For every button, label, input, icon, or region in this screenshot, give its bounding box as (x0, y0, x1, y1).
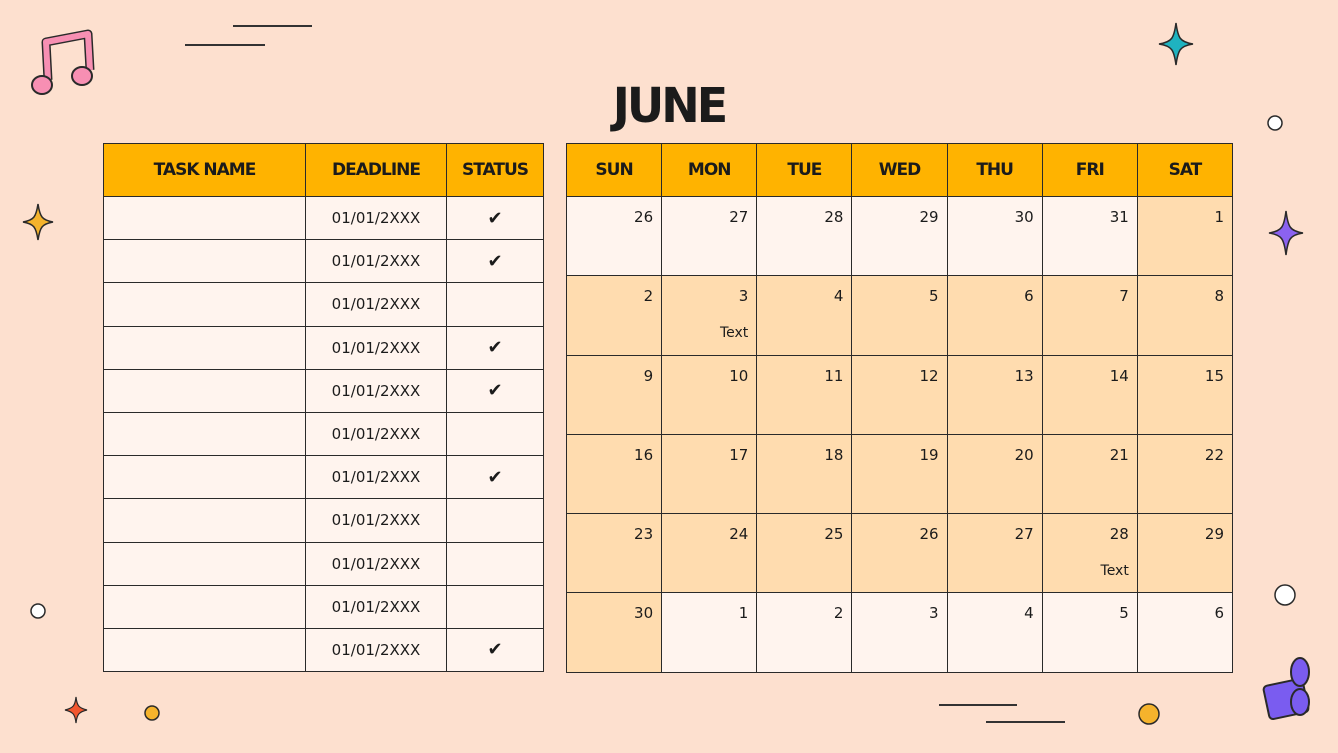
day-number: 17 (729, 445, 749, 464)
task-deadline-cell[interactable]: 01/01/2XXX (306, 542, 447, 585)
task-name-cell[interactable] (104, 628, 306, 671)
task-name-cell[interactable] (104, 240, 306, 283)
task-status-cell[interactable] (447, 542, 544, 585)
calendar-day-cell[interactable] (1137, 276, 1232, 355)
decorative-line (233, 25, 312, 27)
calendar-day-cell[interactable] (1042, 355, 1137, 434)
day-number: 27 (729, 208, 749, 226)
day-number: 29 (1204, 525, 1224, 544)
task-status-cell[interactable]: ✔ (447, 456, 544, 499)
decorative-line (986, 721, 1065, 723)
day-number: 29 (919, 208, 939, 226)
sparkle-icon (1268, 210, 1304, 256)
calendar-day-cell[interactable] (567, 593, 662, 672)
task-name-cell[interactable] (104, 456, 306, 499)
task-name-cell[interactable] (104, 542, 306, 585)
calendar-day-cell[interactable] (1042, 197, 1137, 276)
sparkle-icon (22, 203, 54, 241)
calendar-day-cell[interactable] (947, 593, 1042, 672)
task-name-cell[interactable] (104, 197, 306, 240)
task-row (104, 283, 544, 326)
calendar-day-cell[interactable] (1137, 197, 1232, 276)
calendar-day-cell[interactable] (1137, 514, 1232, 593)
task-name-cell[interactable] (104, 326, 306, 369)
day-number: 30 (634, 604, 654, 623)
weekday-header: WED (852, 144, 947, 197)
circle-icon (1137, 702, 1161, 726)
calendar-day-cell[interactable] (757, 276, 852, 355)
day-note: Text (1100, 563, 1129, 580)
calendar-day-cell[interactable] (662, 197, 757, 276)
calendar-day-cell[interactable] (757, 355, 852, 434)
task-status-cell[interactable] (447, 585, 544, 628)
music-note-icon (1258, 654, 1316, 728)
day-number: 13 (1014, 366, 1034, 385)
task-deadline-cell[interactable]: 01/01/2XXX (306, 499, 447, 542)
task-row (104, 369, 544, 412)
calendar-day-cell[interactable] (852, 593, 947, 672)
day-number: 15 (1204, 366, 1224, 385)
task-row (104, 412, 544, 455)
day-number: 26 (634, 208, 654, 226)
calendar-day-cell[interactable] (757, 593, 852, 672)
day-number: 3 (929, 604, 939, 623)
day-number: 31 (1109, 208, 1129, 226)
task-column-header: STATUS (447, 144, 544, 197)
task-deadline-cell[interactable]: 01/01/2XXX (306, 240, 447, 283)
day-note: Text (719, 325, 749, 342)
calendar-week-row (567, 197, 1233, 276)
calendar-day-cell[interactable] (852, 434, 947, 513)
task-status-cell[interactable]: ✔ (447, 240, 544, 283)
sparkle-icon (64, 696, 88, 724)
task-deadline-cell[interactable]: 01/01/2XXX (306, 369, 447, 412)
calendar-day-cell[interactable] (852, 514, 947, 593)
task-deadline-cell[interactable]: 01/01/2XXX (306, 197, 447, 240)
weekday-header: THU (947, 144, 1042, 197)
day-number: 1 (738, 604, 749, 623)
day-number: 1 (1214, 208, 1224, 226)
weekday-header: TUE (757, 144, 852, 197)
day-number: 30 (1014, 208, 1034, 226)
task-name-cell[interactable] (104, 369, 306, 412)
day-number: 9 (643, 366, 654, 385)
task-deadline-cell[interactable]: 01/01/2XXX (306, 456, 447, 499)
day-number: 24 (729, 525, 749, 544)
day-number: 6 (1024, 287, 1034, 306)
task-row (104, 499, 544, 542)
day-number: 11 (824, 366, 844, 385)
weekday-header: SUN (567, 144, 662, 197)
task-row (104, 197, 544, 240)
day-number: 5 (929, 287, 939, 306)
task-status-cell[interactable]: ✔ (447, 369, 544, 412)
task-name-cell[interactable] (104, 412, 306, 455)
calendar-week-row (567, 434, 1233, 513)
music-note-icon (30, 28, 96, 100)
task-row (104, 456, 544, 499)
task-status-cell[interactable] (447, 412, 544, 455)
day-number: 27 (1014, 525, 1034, 544)
calendar-day-cell[interactable] (757, 434, 852, 513)
day-number: 19 (919, 445, 939, 464)
day-number: 28 (824, 208, 844, 226)
day-number: 20 (1014, 445, 1034, 464)
task-deadline-cell[interactable]: 01/01/2XXX (306, 283, 447, 326)
day-number: 6 (1214, 604, 1224, 623)
decorative-line (939, 704, 1017, 706)
task-status-cell[interactable] (447, 499, 544, 542)
task-name-cell[interactable] (104, 283, 306, 326)
day-number: 4 (1024, 604, 1034, 623)
day-number: 22 (1204, 445, 1224, 464)
day-number: 25 (824, 525, 844, 544)
calendar-week-row (567, 355, 1233, 434)
calendar-week-row (567, 593, 1233, 672)
page-title: JUNE (612, 76, 726, 134)
task-name-cell[interactable] (104, 499, 306, 542)
calendar-day-cell[interactable] (1042, 434, 1137, 513)
weekday-header: MON (662, 144, 757, 197)
calendar-day-cell[interactable] (567, 434, 662, 513)
sparkle-icon (1158, 22, 1194, 66)
calendar-day-cell[interactable] (662, 276, 757, 355)
calendar-day-cell[interactable] (1042, 514, 1137, 593)
calendar-week-row (567, 514, 1233, 593)
task-row (104, 628, 544, 671)
calendar-day-cell[interactable] (947, 355, 1042, 434)
calendar-day-cell[interactable] (567, 276, 662, 355)
day-number: 3 (738, 287, 749, 306)
calendar-day-cell[interactable] (662, 434, 757, 513)
task-row (104, 585, 544, 628)
calendar-day-cell[interactable] (1042, 276, 1137, 355)
calendar-day-cell[interactable] (662, 514, 757, 593)
calendar-day-cell[interactable] (662, 355, 757, 434)
circle-icon (29, 602, 47, 620)
calendar-day-cell[interactable] (1137, 434, 1232, 513)
day-number: 28 (1109, 525, 1129, 544)
calendar-day-cell[interactable] (1042, 593, 1137, 672)
day-number: 10 (729, 366, 749, 385)
task-row (104, 542, 544, 585)
circle-icon (1273, 583, 1297, 607)
calendar-day-cell[interactable] (1137, 355, 1232, 434)
task-table (103, 143, 544, 672)
calendar-day-cell[interactable] (1137, 593, 1232, 672)
calendar-day-cell[interactable] (947, 276, 1042, 355)
day-number: 8 (1214, 287, 1224, 306)
calendar-day-cell[interactable] (567, 514, 662, 593)
day-number: 12 (919, 366, 939, 385)
task-column-header: TASK NAME (104, 144, 306, 197)
calendar-day-cell[interactable] (757, 514, 852, 593)
task-status-cell[interactable]: ✔ (447, 628, 544, 671)
day-number: 18 (824, 445, 844, 464)
task-deadline-cell[interactable]: 01/01/2XXX (306, 585, 447, 628)
calendar-day-cell[interactable] (852, 355, 947, 434)
calendar-week-row (567, 276, 1233, 355)
day-number: 7 (1119, 287, 1129, 306)
calendar-day-cell[interactable] (662, 593, 757, 672)
day-number: 14 (1109, 366, 1129, 385)
task-name-cell[interactable] (104, 585, 306, 628)
calendar-day-cell[interactable] (567, 197, 662, 276)
day-number: 21 (1109, 445, 1129, 464)
calendar-day-cell[interactable] (947, 514, 1042, 593)
day-number: 4 (833, 287, 844, 306)
task-deadline-cell[interactable]: 01/01/2XXX (306, 412, 447, 455)
calendar-day-cell[interactable] (947, 434, 1042, 513)
weekday-header: FRI (1042, 144, 1137, 197)
task-row (104, 326, 544, 369)
calendar-day-cell[interactable] (852, 276, 947, 355)
circle-icon (1266, 114, 1284, 132)
day-number: 16 (634, 445, 654, 464)
circle-icon (143, 704, 161, 722)
task-deadline-cell[interactable]: 01/01/2XXX (306, 628, 447, 671)
decorative-line (185, 44, 265, 46)
day-number: 2 (833, 604, 844, 623)
task-column-header: DEADLINE (306, 144, 447, 197)
calendar-day-cell[interactable] (757, 197, 852, 276)
calendar-day-cell[interactable] (852, 197, 947, 276)
day-number: 26 (919, 525, 939, 544)
day-number: 2 (643, 287, 654, 306)
weekday-header: SAT (1137, 144, 1232, 197)
task-row (104, 240, 544, 283)
calendar-day-cell[interactable] (947, 197, 1042, 276)
day-number: 5 (1119, 604, 1129, 623)
day-number: 23 (634, 525, 654, 544)
task-status-cell[interactable]: ✔ (447, 326, 544, 369)
task-status-cell[interactable]: ✔ (447, 197, 544, 240)
calendar-day-cell[interactable] (567, 355, 662, 434)
task-status-cell[interactable] (447, 283, 544, 326)
task-deadline-cell[interactable]: 01/01/2XXX (306, 326, 447, 369)
calendar-table (566, 143, 1233, 673)
